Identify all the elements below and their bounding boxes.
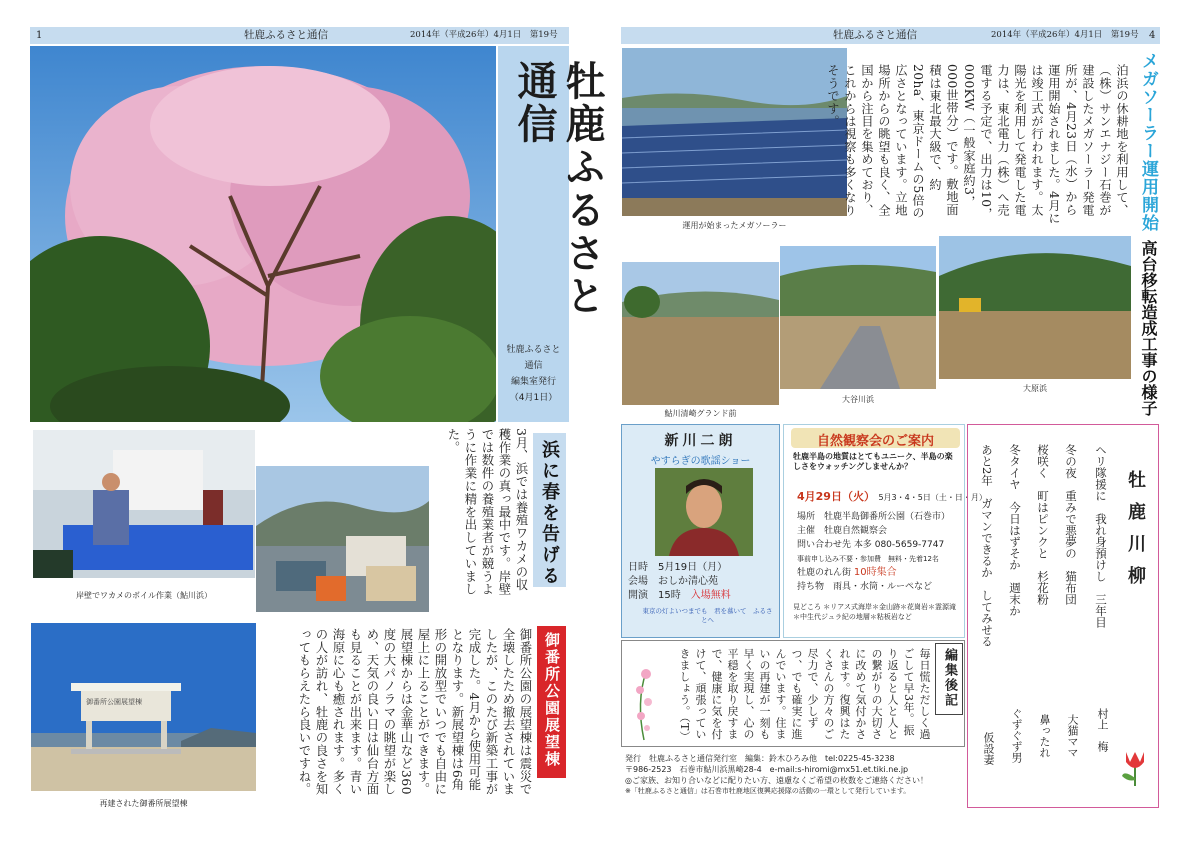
megasolar-caption: 運用が始まったメガソーラー [682,221,787,230]
relocation-photo-oyagawa [780,246,936,389]
wakame-caption: 岸壁でワカメのボイル作業（鮎川浜） [76,591,212,600]
concert-details: 日時 5月19日（月） 会場 おしか清心苑 開演 15時 入場無料 [628,562,731,601]
senryu-author-4: ぐずぐず男 [1010,708,1023,763]
caption-ohara: 大原浜 [1023,384,1047,393]
observatory-title: 御番所公園展望棟 [543,632,561,768]
senryu-author-1: 村上 梅 [1096,708,1109,752]
cherry-blossom-photo [30,46,496,422]
left-header-date: 2014年（平成26年）4月1日 第19号 [410,30,558,40]
senryu-poem-1: ヘリ隊援に 我れ身預けし 三年目 [1094,444,1108,628]
editor-text: 毎日慌ただしく過ごして早3年。振り返ると人と人との繋がりの大切さに改めて気付かされます。復興はたくさんの方々のご尽力で、少しずつ、でも確実に進んでいます。住まいの再建が一刻も早く実現し、心の平穏を取り戻すまで、健康に気を付けて、頑張っていきましょう。（T） [678,648,931,743]
spring-article: 3月、浜では養殖ワカメの収穫作業の真っ最中です。岸壁では数件の養殖業者が競うように作業に精を出していました。 [446,428,529,596]
megasolar-photo [622,48,847,216]
senryu-poem-5: あと2年 ガマンできるか してみせる [980,444,994,647]
concert-name: 新川二朗 [664,433,737,449]
megasolar-article: 泊浜の休耕地を利用して、（株）サンエナジー石巻が建設したメガソーラー発電所が、4月23日（水）から運用開始されました。4月には竣工式が行われます。太陽光を利用して発電した電力は、東北電力（株）へ売電する予定で、出力は10，000KW（一般家庭約3，000世帯分）です。敷地面積は東北最大級で、約20ha、東京ドームの5倍の広さとなっています。立地場所からの眺望も良く、全国から注目を集めており、これからは視察も多くなりそうです。 [826,64,1129,225]
caption-ayukawa: 鮎川清崎グランド前 [664,409,737,418]
senryu-title: 牡鹿川柳 [1125,470,1146,598]
relocation-photo-ayukawa [622,262,779,405]
nature-spots: 見どころ ＊リアス式海岸＊金山跡＊花崗岩＊霊源滝＊中生代ジュラ紀の地層＊粘板岩など [793,603,956,621]
right-page-number: 4 [1149,30,1156,41]
senryu-author-5: 仮設妻 [982,732,995,765]
editor-title: 編集後記 [942,648,957,708]
relocation-title: 高台移転造成工事の様子 [1139,240,1158,416]
masthead-sub: 牡鹿ふるさと 通信 編集室発行 （4月1日） [506,345,561,403]
tulip-icon [1118,748,1152,786]
footer-info: 発行 牡鹿ふるさと通信発行室 編集：鈴木ひろみ他 tel:0225-45-3238 〒986-2523 石巻市鮎川浜黒崎28-4 e-mail:s-hiromi@mx51.et.tiki.ne.jp ◎ご家族、お知り合いなどに配りたい方、遠慮なくご希望の枚数をご連絡ください！ ※「牡鹿ふるさと通信」は石巻市牡鹿地区復興応援隊の活動の一環として発行しています。 [625,754,928,795]
flower-illustration [626,662,664,742]
wakame-boil-photo [33,430,255,578]
singer-photo [655,468,753,556]
megasolar-title: メガソーラー運用開始 [1138,52,1158,232]
harbor-photo [256,466,429,612]
observatory-article: 御番所公園の展望棟は震災で全壊したため撤去されていましたが、このたび新築工事が完成した。4月から使用可能となります。新展望棟は6角形の開放型でいつでも自由に屋上に上ることができます。展望棟からは金華山など360度の大パノラマの眺望が楽しめ、天気の良い日は仙台方面も見ることが出来ます。青い海原に心も癒されます。多くの人が訪れ、牡鹿の良さを知ってもらえたら良いですね。 [297,628,533,796]
observatory-sign: 御番所公園展望棟 [86,698,142,706]
senryu-poem-2: 冬の夜 重みで悪夢の 猫布団 [1064,444,1078,605]
concert-lyric: 東京の灯よいつまでも 君を慕いて ふるさとへ [642,607,773,624]
right-header [621,27,1160,44]
senryu-poem-3: 桜咲く 町はピンクと 杉花粉 [1036,444,1050,605]
concert-subtitle: やすらぎの歌謡ショー [650,456,751,467]
left-header-title: 牡鹿ふるさと通信 [244,29,328,41]
right-header-date: 2014年（平成26年）4月1日 第19号 [991,30,1139,40]
left-page-number: 1 [36,30,43,41]
senryu-author-3: 鼻ったれ [1038,714,1051,758]
observatory-caption: 再建された御番所展望棟 [99,799,188,808]
spring-title: 浜に春を告げる [539,440,560,587]
senryu-poem-4: 冬タイヤ 今日はずそか 週末か [1008,444,1022,617]
relocation-photo-ohara [939,236,1131,379]
masthead-title: 牡鹿ふるさと通信 [511,60,606,318]
nature-title: 自然観察会のご案内 [816,434,934,449]
right-header-title: 牡鹿ふるさと通信 [833,29,917,41]
caption-oyagawa: 大谷川浜 [842,395,874,404]
nature-intro: 牡鹿半島の地質はとてもユニーク、半島の楽しさをウォッチングしませんか？ [793,452,953,471]
left-header [30,27,569,44]
observatory-photo [31,623,256,791]
nature-details: 場所 牡鹿半島御番所公園（石巻市） 主催 牡鹿自然観察会 問い合わせ先 本多 080-5659-7747 事前申し込み不要・参加費 無料・先着12名 牡鹿のれん街 10時集合 持ち物 雨具・水筒・ルーペなど [797,512,951,592]
senryu-author-2: 大猫ママ [1066,714,1079,758]
nature-date: 4月29日（火） 5月3・4・5日（土・日・月） [797,490,987,503]
